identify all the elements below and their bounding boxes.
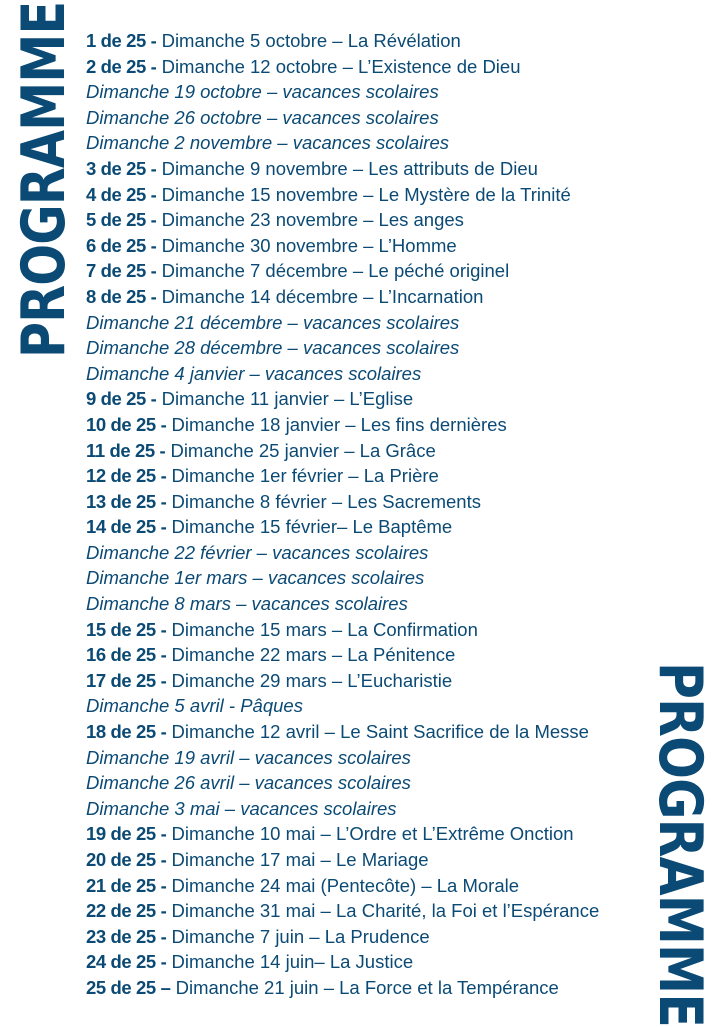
programme-entry: [86, 642, 599, 668]
programme-entry: [86, 233, 599, 259]
programme-list: [86, 28, 599, 1001]
session-description: Dimanche 30 novembre – L’Homme: [161, 234, 457, 256]
programme-entry-holiday: [86, 130, 599, 156]
session-description: Dimanche 9 novembre – Les attributs de Dieu: [161, 157, 538, 179]
programme-entry-holiday: [86, 565, 599, 591]
session-number: 23 de 25 -: [86, 925, 167, 947]
programme-entry: [86, 182, 599, 208]
programme-entry-holiday: [86, 79, 599, 105]
programme-entry-holiday: [86, 105, 599, 131]
session-description: Dimanche 15 novembre – Le Mystère de la Trinité: [161, 183, 571, 205]
programme-entry: [86, 668, 599, 694]
programme-entry: [86, 873, 599, 899]
programme-entry: [86, 514, 599, 540]
session-number: 5 de 25 -: [86, 209, 157, 231]
programme-entry: [86, 284, 599, 310]
session-number: 2 de 25 -: [86, 55, 157, 77]
session-number: 18 de 25 -: [86, 721, 167, 743]
programme-entry-holiday: [86, 591, 599, 617]
session-description: Dimanche 21 décembre – vacances scolaires: [86, 311, 460, 333]
session-description: Dimanche 5 avril - Pâques: [86, 695, 303, 717]
session-description: Dimanche 14 décembre – L’Incarnation: [161, 285, 484, 307]
session-number: 10 de 25 -: [86, 413, 167, 435]
programme-entry: [86, 975, 599, 1001]
programme-entry: [86, 847, 599, 873]
session-description: Dimanche 8 février – Les Sacrements: [171, 490, 481, 512]
session-description: Dimanche 19 octobre – vacances scolaires: [86, 81, 439, 103]
programme-entry-holiday: [86, 796, 599, 822]
session-number: 17 de 25 -: [86, 669, 167, 691]
programme-entry: [86, 463, 599, 489]
session-number: 3 de 25 -: [86, 157, 157, 179]
session-description: Dimanche 18 janvier – Les fins dernières: [171, 413, 507, 435]
session-description: Dimanche 29 mars – L’Eucharistie: [171, 669, 453, 691]
session-number: 12 de 25 -: [86, 465, 167, 487]
session-description: Dimanche 21 juin – La Force et la Tempérance: [175, 976, 559, 998]
session-description: Dimanche 12 avril – Le Saint Sacrifice de la Messe: [171, 721, 589, 743]
page-title-vertical-right: PROGRAMME: [645, 662, 715, 1027]
session-description: Dimanche 23 novembre – Les anges: [161, 209, 464, 231]
session-number: 4 de 25 -: [86, 183, 157, 205]
session-number: 19 de 25 -: [86, 823, 167, 845]
session-description: Dimanche 22 mars – La Pénitence: [171, 644, 456, 666]
programme-entry: [86, 412, 599, 438]
programme-entry: [86, 617, 599, 643]
session-number: 7 de 25 -: [86, 260, 157, 282]
session-number: 1 de 25 -: [86, 30, 157, 51]
session-number: 21 de 25 -: [86, 874, 167, 896]
session-description: Dimanche 4 janvier – vacances scolaires: [86, 362, 422, 384]
session-number: 8 de 25 -: [86, 285, 157, 307]
programme-entry: [86, 821, 599, 847]
session-description: Dimanche 3 mai – vacances scolaires: [86, 797, 397, 819]
session-description: Dimanche 26 octobre – vacances scolaires: [86, 106, 439, 128]
session-number: 24 de 25 -: [86, 951, 167, 973]
session-description: Dimanche 28 décembre – vacances scolaires: [86, 337, 460, 359]
programme-entry: [86, 489, 599, 515]
session-description: Dimanche 25 janvier – La Grâce: [170, 439, 436, 461]
session-description: Dimanche 7 juin – La Prudence: [171, 925, 430, 947]
programme-entry: [86, 386, 599, 412]
session-description: Dimanche 8 mars – vacances scolaires: [86, 593, 408, 615]
session-description: Dimanche 7 décembre – Le péché originel: [161, 260, 510, 282]
session-description: Dimanche 17 mai – Le Mariage: [171, 849, 429, 870]
session-number: 25 de 25 –: [86, 976, 171, 998]
session-number: 15 de 25 -: [86, 618, 167, 640]
programme-entry-holiday: [86, 745, 599, 771]
programme-entry-holiday: [86, 361, 599, 387]
programme-entry: [86, 719, 599, 745]
session-number: 6 de 25 -: [86, 234, 157, 256]
session-description: Dimanche 11 janvier – L’Eglise: [161, 388, 414, 410]
session-description: Dimanche 10 mai – L’Ordre et L’Extrême Onction: [171, 823, 574, 845]
page-title-vertical-left: PROGRAMME: [9, 1, 79, 359]
session-number: 14 de 25 -: [86, 516, 167, 538]
session-description: Dimanche 14 juin– La Justice: [171, 951, 414, 973]
programme-entry-holiday: [86, 770, 599, 796]
session-description: Dimanche 2 novembre – vacances scolaires: [86, 132, 449, 154]
programme-entry-holiday: [86, 693, 599, 719]
programme-entry: [86, 438, 599, 464]
programme-entry-holiday: [86, 310, 599, 336]
session-number: 22 de 25 -: [86, 900, 167, 922]
session-number: 16 de 25 -: [86, 644, 167, 666]
session-description: Dimanche 1er mars – vacances scolaires: [86, 567, 425, 589]
session-description: Dimanche 31 mai – La Charité, la Foi et l’Espérance: [171, 900, 600, 922]
session-number: 11 de 25 -: [86, 439, 166, 461]
session-description: Dimanche 1er février – La Prière: [171, 465, 439, 487]
programme-entry-holiday: [86, 335, 599, 361]
session-number: 9 de 25 -: [86, 388, 157, 410]
programme-entry: [86, 949, 599, 975]
session-number: 20 de 25 -: [86, 849, 167, 870]
session-description: Dimanche 5 octobre – La Révélation: [161, 30, 461, 51]
session-description: Dimanche 12 octobre – L’Existence de Dieu: [161, 55, 521, 77]
session-description: Dimanche 15 février– Le Baptême: [171, 516, 453, 538]
session-description: Dimanche 15 mars – La Confirmation: [171, 618, 478, 640]
programme-entry: [86, 258, 599, 284]
programme-entry: [86, 156, 599, 182]
programme-entry: [86, 54, 599, 80]
session-description: Dimanche 19 avril – vacances scolaires: [86, 746, 411, 768]
session-number: 13 de 25 -: [86, 490, 167, 512]
programme-entry: [86, 898, 599, 924]
programme-entry: [86, 207, 599, 233]
programme-entry: [86, 28, 599, 54]
programme-entry-holiday: [86, 540, 599, 566]
programme-entry: [86, 924, 599, 950]
session-description: Dimanche 24 mai (Pentecôte) – La Morale: [171, 874, 520, 896]
session-description: Dimanche 22 février – vacances scolaires: [86, 541, 429, 563]
session-description: Dimanche 26 avril – vacances scolaires: [86, 772, 411, 794]
